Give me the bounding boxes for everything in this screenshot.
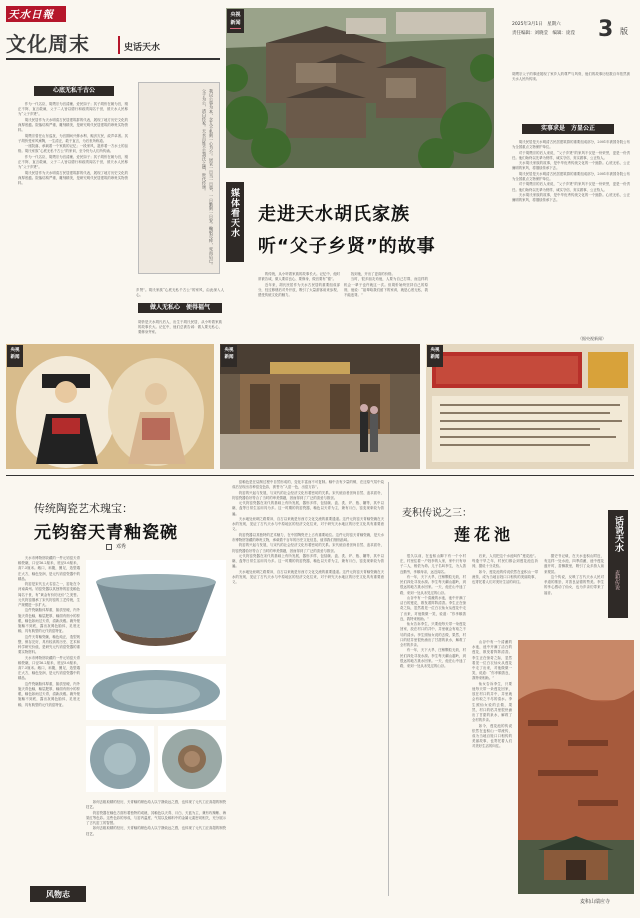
lotus-col2: 后来，人们把这个水池叫作“莲花池”。每逢干旱之年，村民们都会到莲花池边祈祷，据说十分灵验。 如今，莲花池的传说依然在麦积山一带流传，成为当地百姓口口相传的美丽故事，也寄托着人们对美好生活的向往。 (472, 554, 538, 585)
lead-col3-text: 的传统，从小听着家族的故事长大。记忆中，他时常被告诫，做人要讲良心、要修身，做官要有“德”。 近年来，胡氏民居作为天水古民居的重要组成部分，经过修缮后对外开放，吸引了大量游客前来参观，感受传统文化的魅力。 (258, 272, 340, 297)
pottery-col2: 如何去粗取精的经历，天青釉的颜色给人以宁静致远之感，也体现了元代工匠高超的制瓷技艺。 钧窑瓷器在釉色方面有着独特的成就，其釉色以天青、月白、天蓝为主，兼有玫瑰紫、海棠红等色彩。这些色彩的形成，与窑内温度、气氛以及釉料中的金属元素密切相关，充分展示了古代窑工的智慧。 如何去粗取精的经历，天青釉的颜色给人以宁静致远之感，也体现了元代工匠高超的制瓷技艺。 (86, 800, 226, 836)
pottery-kicker: 传统陶瓷艺术瑰宝： (34, 502, 133, 515)
lead-source: （据央视新闻） (578, 336, 606, 341)
lotus-vertical-tag (608, 510, 628, 618)
issue-date: 2025年3月1日 星期六 (512, 22, 561, 27)
pottery-author: 邓秀 (116, 544, 127, 550)
hero-photo (226, 8, 494, 168)
lead-col5-text: 胡氏民居是天水明清古民居建筑群的重要组成部分，2001年被国务院公布为全国重点文物保护单位。 对于胡缵宗的后人来说，“父子乡贤”的家风不仅是一份荣誉，更是一份责任。他们始终以先辈为榜样，诚实守信、务实做事、公正待人。 天水胡氏家族的故事，是中华优秀传统文化的一个缩影。心底无私、公正廉明的家风，将继续传承下去。 胡氏民居是天水明清古民居建筑群的重要组成部分，2001年被国务院公布为全国重点文物保护单位。 对于胡缵宗的后人来说，“父子乡贤”的家风不仅是一份荣誉，更是一份责任。他们始终以先辈为榜样，诚实守信、务实做事、公正待人。 天水胡氏家族的故事，是中华优秀传统文化的一个缩影。心底无私、公正廉明的家风，将继续传承下去。 (512, 140, 630, 203)
section-title: 文化周末 (6, 32, 90, 56)
pottery-title: 元钧窑天青釉瓷碗 (34, 523, 178, 543)
lead-col5-top: 胡缵宗父子的事迹展现了家乡人的尊严与风骨，他们的故事历经数百年依然被天水人民所传颂。 (512, 72, 630, 82)
portrait-photos (6, 344, 214, 469)
page-suffix: 版 (620, 27, 628, 36)
pottery-footer-tag: 风物志 (30, 886, 86, 902)
residence-photo (220, 344, 420, 469)
cctv-stamp: 央视 新闻 (227, 9, 244, 33)
lead-title-line2: 听“父子乡贤”的故事 (258, 236, 436, 257)
pottery-col3: 窑釉色是在烧制过程中自然形成的，变化丰富而不可复制。釉中含有少量的铜，在还原气氛中烧成后呈现出各种窑变色彩，被誉为“入窑一色，出窑万彩”。 钧窑的兴起与发展，与宋代的社会经济文化有着密切的关系。宋代统治者崇尚自然、追求质朴，钧窑瓷器恰好符合了当时的审美情趣，因而得到了广泛的喜爱与推崇。 元代钧窑瓷器在宋代的基础上有所发展，器形多样，包括碗、盘、洗、炉、瓶、罐等，其中以碗、盘等日常生活用具为多。这一时期的钧窑瓷器，釉色以天青为主，兼有月白，窑变现象较为普遍。 天水地处丝绸之路要冲，自古以来就是东西方文化交流的重要通道。这件元钧窑天青釉瓷碗在天水的发现，见证了古代天水与中原地区的经济文化往来，对于研究天水地区的历史文化具有重要意义。 钧窑瓷器以其独特的艺术魅力，在中国陶瓷史上占有重要地位。这件元钧窑天青釉瓷碗，是天水市博物馆馆藏的珍贵文物，承载着千百年的历史文化信息，值得我们细细品味。 钧窑的兴起与发展，与宋代的社会经济文化有着密切的关系。宋代统治者崇尚自然、追求质朴，钧窑瓷器恰好符合了当时的审美情趣，因而得到了广泛的喜爱与推崇。 元代钧窑瓷器在宋代的基础上有所发展，器形多样，包括碗、盘、洗、炉、瓶、罐等，其中以碗、盘等日常生活用具为多。这一时期的钧窑瓷器，釉色以天青为主，兼有月白，窑变现象较为普遍。 天水地处丝绸之路要冲，自古以来就是东西方文化交流的重要通道。这件元钧窑天青釉瓷碗在天水的发现，见证了古代天水与中原地区的经济文化往来，对于研究天水地区的历史文化具有重要意义。 (232, 480, 384, 585)
issue-editors: 责任编辑：刘晓莹 编辑：庞滢 (512, 31, 575, 36)
section-divider (118, 36, 120, 54)
lead-col2-text: 胡忻是天水胡氏后人，出生于胡氏民居，从小听着家族的故事长大。记忆中，他们总被告诫：做人要无私心，要修身齐家。 (138, 320, 222, 335)
maiji-temple-photo (518, 640, 634, 894)
column-name: 史话天水 (124, 43, 161, 53)
page-number: 3 (598, 17, 614, 42)
masthead-rule (6, 58, 220, 60)
masthead (4, 4, 222, 64)
maiji-temple-caption: 麦积山瑞应寺 (580, 899, 611, 905)
motto-photo (426, 344, 634, 469)
lotus-vertical-sub: 麦积传说 (614, 570, 620, 590)
lead-col2-top: 乡贤”。胡氏家族“心底无私千古公”的家风，由此深入人心。 (136, 288, 224, 298)
bowl-inside-photo (86, 664, 226, 720)
column-separator (388, 482, 389, 896)
media-vertical-tag (226, 182, 244, 262)
portrait-stamp: 央视 新闻 (7, 345, 23, 367)
lotus-kicker: 麦积传说之三： (402, 508, 472, 519)
lotus-vertical-tag-text: 话说天水 (613, 516, 623, 552)
residence-stamp: 央视 新闻 (221, 345, 237, 367)
section-rule (6, 475, 634, 476)
paper-name: 天水日報 (8, 9, 54, 21)
lotus-title: 莲花池 (454, 525, 515, 544)
bowl-bottom-photo (158, 726, 226, 792)
lead-col1-text: 作为一代名臣，胡缵宗为官清廉、爱民如子；其子胡忻在朝为官，刚正不阿、直言敢谏，父子二人皆以德行和政绩闻名于世，被天水人民称为“父子乡贤”。 胡氏民居作为天水明清古民居建筑群的代表，展现了地方历史文化的深厚底蕴。院落结构严谨，雕刻精美，是研究明代民居建筑的珍贵实物资料。 胡缵宗曾任山东巡抚，为官期间兴修水利、赈济灾民，政声卓著。其子胡忻受家风熏陶，一生清正，敢于直言，为后世所称道。 一座院落，承载着一个家族的记忆；一段家风，滋养着一方水土的品格。胡氏家族“心底无私千古公”的家训，至今仍为人们所传诵。 作为一代名臣，胡缵宗为官清廉、爱民如子；其子胡忻在朝为官，刚正不阿、直言敢谏，父子二人皆以德行和政绩闻名于世，被天水人民称为“父子乡贤”。 胡氏民居作为天水明清古民居建筑群的代表，展现了地方历史文化的深厚底蕴。院落结构严谨，雕刻精美，是研究明代民居建筑的珍贵实物资料。 (18, 102, 128, 185)
bowl-side-photo (86, 560, 226, 656)
poem-text: 我以公事为本，念人不私则一心为公。居官一日当一日事，一日勤则一日安。鞠躬尽瘁，死而后已。父子为公，清白传家。天水百姓不忘胡氏之德，世代传颂。 (202, 89, 214, 267)
lotus-col3: 据史书记载，在天水麦积山附近，有这样一处水池，四季清澈，池中莲花盛开时，香飘数里，吸引了众多游人前来观赏。 这个传说，反映了古代天水人民对孝道的推崇，对善良品德的赞美。李生的孝心感动了仙女，也为乡亲们带来了福音。 (544, 554, 604, 595)
subhead-truth: 实事求是 方显公正 (522, 124, 614, 134)
pottery-col1: 天水市博物馆收藏的一件元钧窑天青釉瓷碗，口径16.2厘米，底径5.6厘米，高7.3厘米。敞口，斜腹，圈足，造型端庄大方，釉色莹润，是元代钧窑瓷器中的精品。 钧窑是宋代五大名窑之一，窑址在今河南禹州。钧窑瓷器以其独特的窑变釉色闻名于世，有“黄金有价钧无价”之美誉。元代钧窑继承了宋代钧窑的工艺传统，生产规模进一步扩大。 这件瓷碗胎体厚重，胎质坚硬，内外施天青色釉，釉层肥厚，釉面有细小的棕眼，釉色如雨过天青，清新淡雅。碗外壁施釉不到底，露出灰褐色胎体，足底无釉，具有典型的元代钧窑特征。 这件天青釉瓷碗，釉色纯正，造型规整，保存完好，具有较高的历史、艺术和科学研究价值，是研究元代钧窑瓷器的重要实物资料。 天水市博物馆收藏的一件元钧窑天青釉瓷碗，口径16.2厘米，底径5.6厘米，高7.3厘米。敞口，斜腹，圈足，造型端庄大方，釉色莹润，是元代钧窑瓷器中的精品。 这件瓷碗胎体厚重，胎质坚硬，内外施天青色釉，釉层肥厚，釉面有细小的棕眼，釉色如雨过天青，清新淡雅。碗外壁施釉不到底，露出灰褐色胎体，足底无釉，具有典型的元代钧窑特征。 (18, 556, 80, 707)
bowl-top-photo (86, 726, 154, 792)
lead-col4-text: 找到他，开出了更高的价格。 当时，很多朋友劝他，人要为自己打算，而这样的机会一辈子也许就这一次。但胡忻始终坚持自己的原则，他说：“祖辈给我们留下的家训，就是心底无私，我不能违背。” (344, 272, 428, 297)
motto-stamp: 央视 新闻 (427, 345, 443, 367)
subhead-no-selfish: 做人无私心 便得福气 (138, 303, 222, 313)
lotus-col1: 很久以前，在麦积山脚下有一个小村庄，村里住着一户姓李的人家，家中只有母子二人，相依为命。儿子名叫李生，为人善良勤劳，孝顺母亲，远近闻名。 有一年，天下大旱，庄稼颗粒无收，村民们四处寻找水源。李生每天翻山越岭，到很远的地方挑水回家。一天，他在山中迷了路，来到一处从未见过的山谷。 山谷中有一个清澈的水池，池中开满了洁白的莲花，散发着阵阵清香。李生正在惊奇之际，忽然看见一位白衣仙女从莲花中走了出来，对他微微一笑，说道：“你孝顺善良，我特来相助。” 仙女告诉李生，只要他每天带一朵莲花回家，放在村口的井中，井里就会有取之不尽的清水。李生照仙女说的去做，果然，村口的枯井里很快涌出了甘甜的泉水，解救了全村的乡亲。 有一年，天下大旱，庄稼颗粒无收，村民们四处寻找水源。李生每天翻山越岭，到很远的地方挑水回家。一天，他在山中迷了路，来到一处从未见过的山谷。 (400, 554, 466, 669)
poem-box (138, 82, 220, 274)
media-vertical-tag-text: 媒体看天水 (229, 188, 239, 238)
pottery-author-icon (106, 544, 112, 550)
subhead-selfless: 心底无私千古公 (34, 86, 114, 96)
lead-title-line1: 走进天水胡氏家族 (258, 204, 410, 225)
lotus-col2-lower: 山谷中有一个清澈的水池，池中开满了洁白的莲花，散发着阵阵清香。李生正在惊奇之际，忽然看见一位白衣仙女从莲花中走了出来，对他微微一笑，说道：“你孝顺善良，我特来相助。” 仙女告诉李生，只要他每天带一朵莲花回家，放在村口的井中，井里就会有取之不尽的清水。李生照仙女说的去做，果然，村口的枯井里很快涌出了甘甜的泉水，解救了全村的乡亲。 如今，莲花池的传说依然在麦积山一带流传，成为当地百姓口口相传的美丽故事，也寄托着人们对美好生活的向往。 (472, 640, 512, 749)
